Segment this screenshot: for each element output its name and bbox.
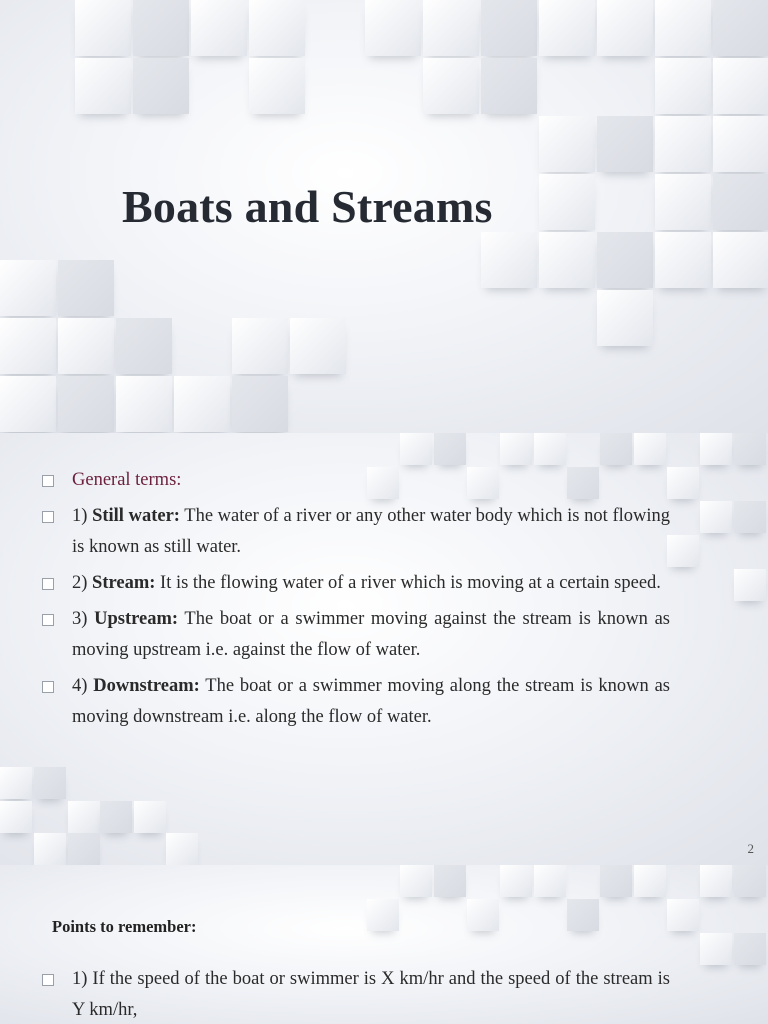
bg-tile	[700, 865, 732, 897]
bg-tile	[434, 433, 466, 465]
bg-tile	[655, 174, 711, 230]
bg-tile	[534, 433, 566, 465]
points-list	[42, 964, 670, 1024]
list-item	[42, 604, 670, 666]
term-label: Upstream:	[94, 609, 179, 629]
bg-tile	[423, 0, 479, 56]
bg-tile	[68, 801, 100, 833]
term-definition: The boat or a swimmer moving against the stream is known as moving upstream i.e. against the flow of water.	[72, 609, 670, 660]
bg-tile	[400, 865, 432, 897]
bg-tile	[249, 58, 305, 114]
slide-title-text: Boats and Streams	[122, 181, 493, 232]
bg-tile	[481, 58, 537, 114]
item-number: 2)	[72, 573, 88, 593]
square-bullet-icon	[42, 475, 54, 487]
slide-general-terms	[0, 433, 768, 865]
bg-tile	[500, 433, 532, 465]
bg-tile	[481, 0, 537, 56]
bg-tile	[655, 0, 711, 56]
bg-tile	[75, 58, 131, 114]
bg-tile	[734, 933, 766, 965]
bg-tile	[116, 318, 172, 374]
bg-tile	[713, 116, 768, 172]
bg-tile	[539, 0, 595, 56]
term-label: Still water:	[92, 506, 180, 526]
bg-tile	[667, 467, 699, 499]
bg-tile	[34, 833, 66, 865]
list-item	[42, 501, 670, 563]
bg-tile	[434, 865, 466, 897]
bg-tile	[655, 232, 711, 288]
slide-points-to-remember	[0, 865, 768, 1024]
terms-list	[42, 465, 670, 738]
item-number: 3)	[72, 609, 88, 629]
bg-tile	[655, 58, 711, 114]
item-number: 4)	[72, 676, 88, 696]
bg-tile	[713, 232, 768, 288]
bg-tile	[597, 290, 653, 346]
slide-title	[0, 0, 768, 433]
bg-tile	[75, 0, 131, 56]
square-bullet-icon	[42, 681, 54, 693]
bg-tile	[667, 899, 699, 931]
bg-tile	[597, 0, 653, 56]
bg-tile	[539, 174, 595, 230]
bg-tile	[116, 376, 172, 432]
bg-tile	[58, 260, 114, 316]
bg-tile	[700, 501, 732, 533]
bg-tile	[734, 569, 766, 601]
bg-tile	[133, 58, 189, 114]
square-bullet-icon	[42, 614, 54, 626]
bg-tile	[232, 376, 288, 432]
bg-tile	[500, 865, 532, 897]
bg-tile	[600, 433, 632, 465]
bg-tile	[467, 899, 499, 931]
bg-tile	[166, 833, 198, 865]
bg-tile	[734, 501, 766, 533]
item-number: 1)	[72, 506, 88, 526]
bg-tile	[539, 116, 595, 172]
bg-tile	[700, 933, 732, 965]
bg-tile	[713, 0, 768, 56]
bg-tile	[734, 433, 766, 465]
bg-tile	[0, 801, 32, 833]
term-definition: It is the flowing water of a river which is moving at a certain speed.	[160, 573, 661, 593]
bg-tile	[597, 116, 653, 172]
bg-tile	[68, 833, 100, 865]
bg-tile	[365, 0, 421, 56]
bg-tile	[534, 865, 566, 897]
square-bullet-icon	[42, 511, 54, 523]
point-text: 1) If the speed of the boat or swimmer is X km/hr and the speed of the stream is Y km/hr,	[72, 969, 670, 1020]
bg-tile	[174, 376, 230, 432]
list-item	[42, 964, 670, 1024]
bg-tile	[400, 433, 432, 465]
bg-tile	[700, 433, 732, 465]
bg-tile	[655, 116, 711, 172]
list-item	[42, 568, 670, 599]
section-heading: General terms:	[72, 470, 182, 490]
bg-tile	[600, 865, 632, 897]
term-label: Downstream:	[93, 676, 200, 696]
term-label: Stream:	[92, 573, 156, 593]
square-bullet-icon	[42, 974, 54, 986]
bg-tile	[713, 174, 768, 230]
bg-tile	[367, 899, 399, 931]
bg-tile	[713, 58, 768, 114]
bg-tile	[597, 232, 653, 288]
square-bullet-icon	[42, 578, 54, 590]
bg-tile	[290, 318, 346, 374]
bg-tile	[0, 376, 56, 432]
bg-tile	[58, 376, 114, 432]
bg-tile	[423, 58, 479, 114]
bg-tile	[58, 318, 114, 374]
bg-tile	[634, 865, 666, 897]
bg-tile	[734, 865, 766, 897]
bg-tile	[249, 0, 305, 56]
bg-tile	[0, 260, 56, 316]
page-number: 2	[747, 841, 754, 856]
bg-tile	[134, 801, 166, 833]
bg-tile	[0, 318, 56, 374]
section-heading: Points to remember:	[52, 917, 197, 936]
bg-tile	[667, 535, 699, 567]
bg-tile	[34, 767, 66, 799]
term-definition: The water of a river or any other water body which is not flowing is known as still water.	[72, 506, 670, 557]
bg-tile	[567, 899, 599, 931]
bg-tile	[133, 0, 189, 56]
bg-tile	[539, 232, 595, 288]
term-definition: The boat or a swimmer moving along the stream is known as moving downstream i.e. along the flow of water.	[72, 676, 670, 727]
bg-tile	[634, 433, 666, 465]
list-item	[42, 671, 670, 733]
bg-tile	[232, 318, 288, 374]
bg-tile	[191, 0, 247, 56]
bg-tile	[100, 801, 132, 833]
bg-tile	[0, 767, 32, 799]
bg-tile	[481, 232, 537, 288]
list-item	[42, 465, 670, 496]
